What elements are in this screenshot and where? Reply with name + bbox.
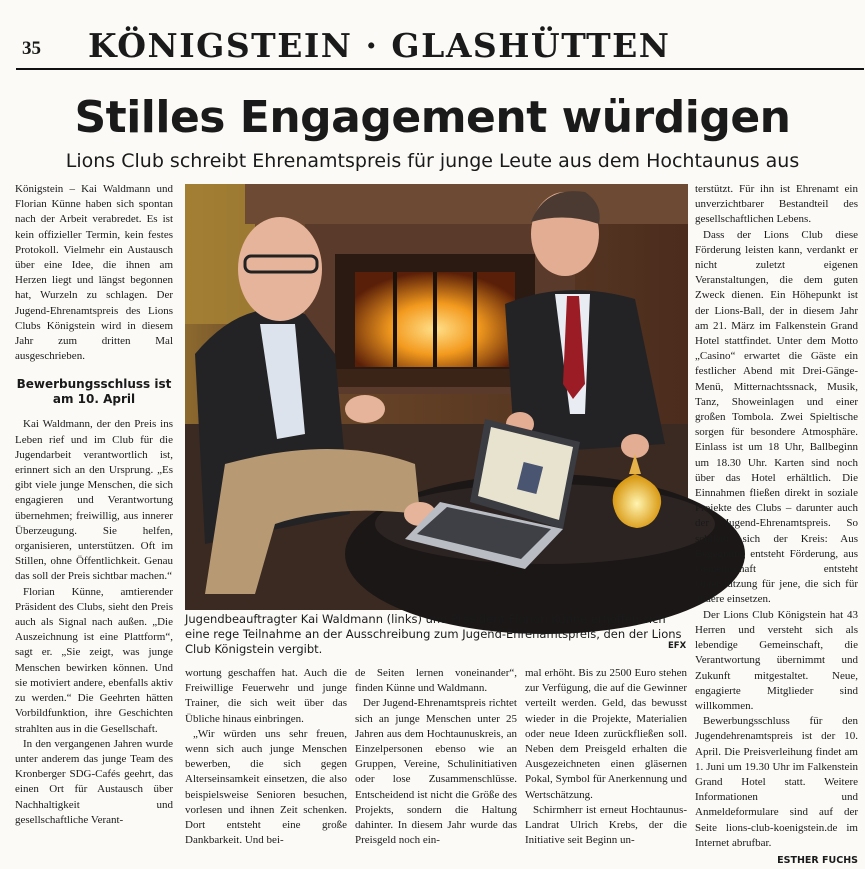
photo-illustration [185, 184, 688, 610]
article-subheadline: Lions Club schreibt Ehrenamtspreis für junge Leute aus dem Hochtaunus aus [65, 150, 800, 172]
author-byline: ESTHER FUCHS [777, 854, 858, 866]
column-4 [525, 666, 687, 860]
photo-caption: Jugendbeauftragter Kai Waldmann (links) und Präsident Florian Künne erhoffen sich eine rege Teilnahme an der Ausschreibung zum Jugend-Ehrenamtspreis, den der Lions Club Königstein vergibt. [185, 612, 682, 656]
column-1 [15, 182, 173, 826]
article-photo [185, 184, 688, 610]
page-header [16, 22, 864, 70]
paragraph: wortung geschaffen hat. Auch die Freiwillige Feuerwehr und junge Trainer, die sich weit über das Übliche hinaus einbringen. [185, 667, 347, 725]
column-right [695, 182, 858, 866]
paragraph: de Seiten lernen voneinander“, finden Künne und Waldmann. [355, 667, 517, 695]
paragraph: mal erhöht. Bis zu 2500 Euro stehen zur Verfügung, die auf die Gewinner verteilt werden. Geld, das bewusst wieder in die Projekte, Materialien oder neue Ideen zurückfließen soll. Neben dem Preisgeld erhalten die Ausgezeichneten einen gläsernen Pokal, Symbol für Anerkennung und Wertschätzung. [525, 667, 687, 801]
column-2 [185, 666, 347, 860]
paragraph: In den vergangenen Jahren wurde unter anderem das junge Team des Kronberger SDG-Cafés geehrt, das einen Ort für Austausch über Nachhaltigkeit und gesellschaftliche Verant- [15, 737, 173, 826]
paragraph: Kai Waldmann, der den Preis ins Leben rief und im Club für die Jugendarbeit verantwortlich ist, erinnert sich an den Ursprung. „Es gibt viele junge Menschen, die sich engagieren und Verantwortung übernehmen; freiwillig, aus innerer Überzeugung. Sie helfen, organisieren, unterstützen. Oft im Stillen, ohne Öffentlichkeit. Genau das soll der Preis sichtbar machen.“ [15, 418, 173, 583]
paragraph: Dass der Lions Club diese Förderung leisten kann, verdankt er nicht zuletzt eigenen Veranstaltungen, die dem guten Zweck dienen. Ein Höhepunkt ist der Lions-Ball, der in diesem Jahr am 21. März im Falkenstein Grand Hotel stattfindet. Unter dem Motto „Casino“ erwartet die Gäste ein festlicher Abend mit Drei-Gänge-Menü, Mitternachtssnack, Musik, Tanz, Showeinlagen und einer großen Tombola. Zwei Spieltische sorgen für besondere Atmosphäre. Einlass ist um 18 Uhr, Ballbeginn um 18.30 Uhr. Karten sind noch über das Hotel erhältlich. Die Einnahmen fließen direkt in soziale Projekte des Clubs – darunter auch der Jugend-Ehrenamtspreis. So schließt sich der Kreis: Aus Begegnung entsteht Förderung, aus Gemeinschaft entsteht Unterstützung für jene, die sich für andere einsetzen. [695, 228, 858, 606]
paragraph: Der Lions Club Königstein hat 43 Herren und versteht sich als lebendige Gemeinschaft, die Verantwortung übernimmt und Zukunft mitgestaltet. Neue, engagierte Mitglieder sind willkommen. [695, 608, 858, 712]
paragraph: Florian Künne, amtierender Präsident des Clubs, sieht den Preis auch als Signal nach außen. „Die Auszeichnung ist eine Plattform“, sagt er. „Sie zeigt, was junge Menschen bewirken können. Und sie motiviert andere, ebenfalls aktiv zu werden.“ Die Geehrten hätten Vorbildfunktion, ihre Geschichten strahlten aus in die Gesellschaft. [15, 585, 173, 735]
section-title: KÖNIGSTEIN · GLASHÜTTEN [88, 26, 671, 65]
paragraph: Der Jugend-Ehrenamtspreis richtet sich an junge Menschen unter 25 Jahren aus dem Hochtaunuskreis, an Einzelpersonen ebenso wie an Gruppen, Vereine, Schulinitiativen oder lose Zusammenschlüsse. Entscheidend ist nicht die Größe des Projekts, sondern die Haltung dahinter. In diesem Jahr wurde das Preisgeld noch ein- [355, 697, 517, 847]
paragraph: Königstein – Kai Waldmann und Florian Künne haben sich spontan nach der Arbeit verabredet. Es ist kein offizieller Termin, kein festes Protokoll. Vielmehr ein Austausch über eine Idee, die ihnen am Herzen liegt und längst begonnen hat, Wurzeln zu schlagen. Der Jugend-Ehrenamtspreis des Lions Clubs Königstein wird in diesem Jahr zum dritten Mal ausgeschrieben. [15, 183, 173, 363]
article-headline: Stilles Engagement würdigen [74, 92, 791, 143]
column-3 [355, 666, 517, 860]
paragraph: terstützt. Für ihn ist Ehrenamt ein unverzichtbarer Bestandteil des gesellschaftlichen Lebens. [695, 183, 858, 226]
paragraph: Bewerbungsschluss für den Jugendehrenamtspreis ist der 10. April. Die Preisverleihung findet am 1. Juni um 19.30 Uhr im Falkenstein Grand Hotel statt. Weitere Informationen und Anmeldeformulare sind auf der Seite lions-club-koenigstein.de im Internet abrufbar. [695, 715, 858, 849]
photo-credit: EFX [668, 641, 687, 651]
subheading: Bewerbungsschluss ist am 10. April [16, 377, 172, 407]
page-number: 35 [22, 38, 41, 59]
paragraph: „Wir würden uns sehr freuen, wenn sich auch junge Menschen bewerben, die sich gegen Alterseinsamkeit einsetzen, die also beispielsweise Senioren besuchen, vorlesen und ihnen Zeit schenken. Dort entsteht eine große Dankbarkeit. Und bei- [185, 727, 347, 847]
paragraph: Schirmherr ist erneut Hochtaunus-Landrat Ulrich Krebs, der die Initiative seit Beginn un- [525, 803, 687, 847]
